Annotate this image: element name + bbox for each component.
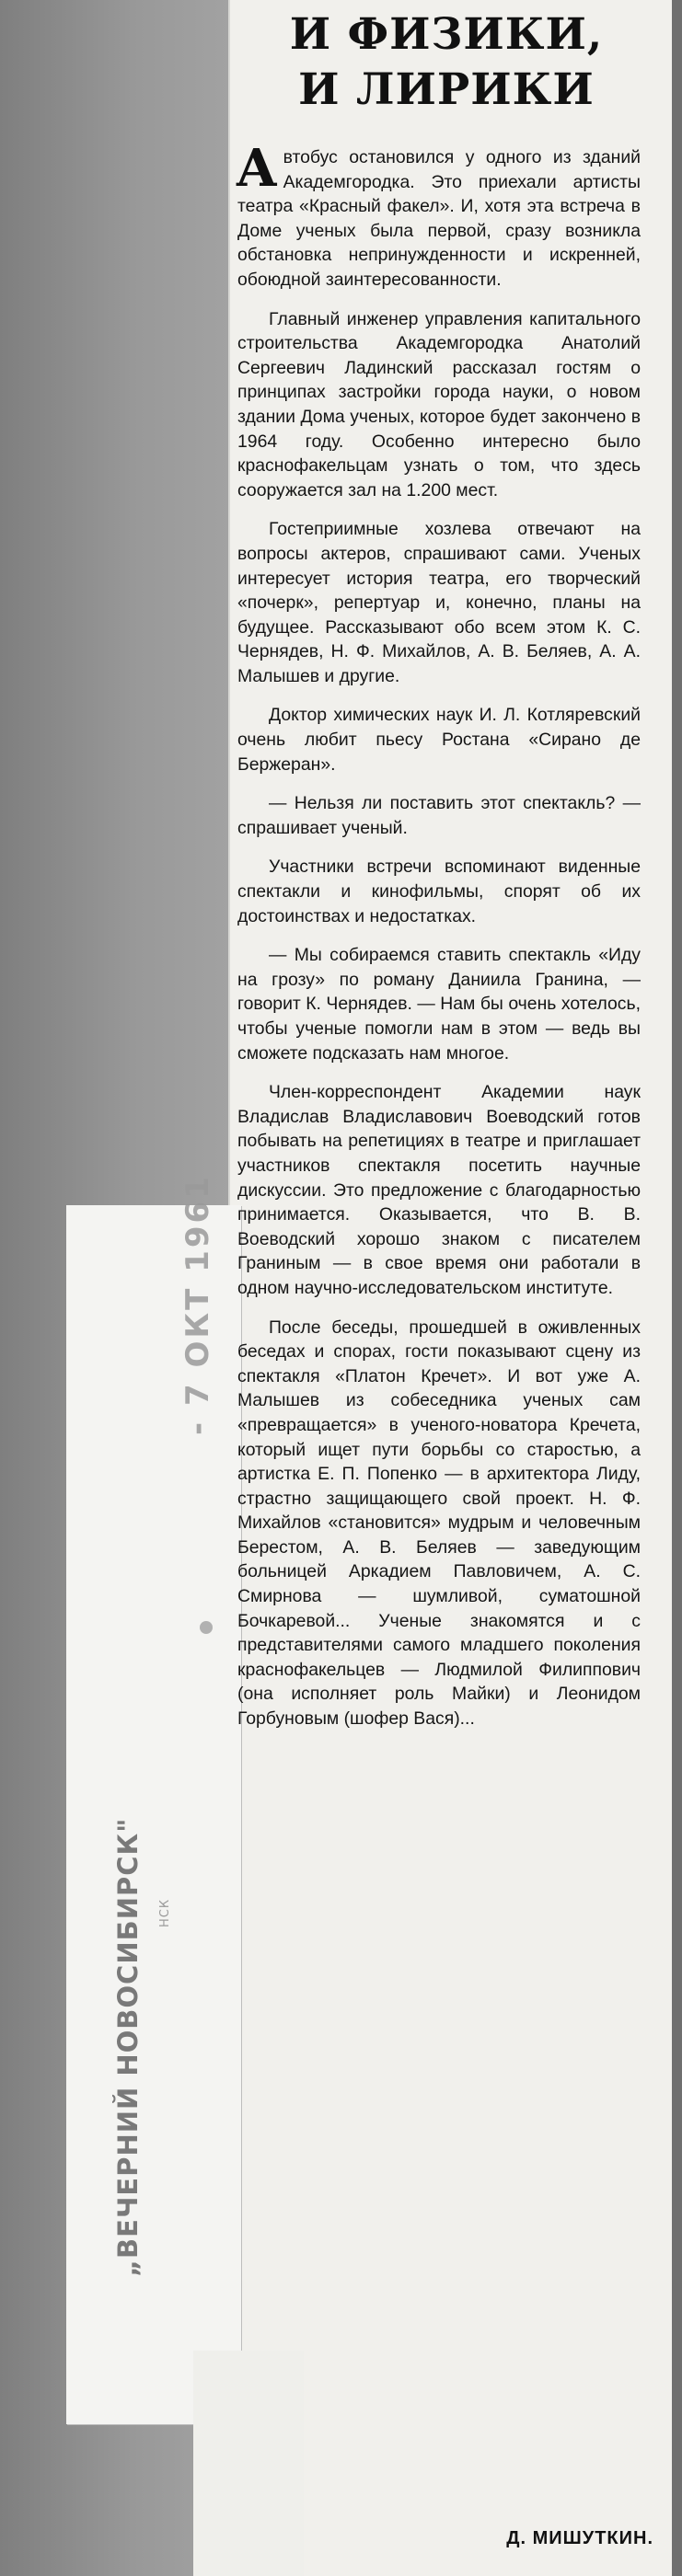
article-headline bbox=[230, 7, 663, 118]
author-signature: Д. МИШУТКИН. bbox=[506, 2528, 653, 2548]
newspaper-name-stamp: „ВЕЧЕРНИЙ НОВОСИБИРСК" bbox=[112, 1817, 144, 2277]
paragraph-4: Доктор химических наук И. Л. Котляревский очень любит пьесу Ростана «Сирано де Бержеран». bbox=[237, 705, 641, 775]
headline-line-2: И ЛИРИКИ bbox=[298, 64, 595, 115]
paragraph-7: — Мы собираемся ставить спектакль «Иду на грозу» по роману Даниила Гранина, — говорит К. Чернядев. — Нам бы очень хотелось, чтобы ученые помогли нам в этом — ведь вы сможете подсказать нам многое. bbox=[237, 945, 641, 1064]
scan-edge bbox=[672, 0, 682, 2576]
article-body bbox=[236, 138, 641, 1746]
paragraph-8: Член-корреспондент Академии наук Владислав Владиславович Воеводский готов побывать на репетициях в театре и приглашает участников спектакля посетить научные дискуссии. Это предложение с благодарностью принимается. Оказывается, что В. В. Воеводский хорошо знаком с писателем Граниным — в свое время они работали в одном научно-исследовательском институте. bbox=[237, 1082, 641, 1298]
paragraph-6: Участники встречи вспоминают виденные спектакли и кинофильмы, спорят об их достоинствах и недостатках. bbox=[237, 857, 641, 926]
paragraph-1: Автобус остановился у одного из зданий Академгородка. Это приехали артисты театра «Красный факел». И, хотя эта встреча в Доме ученых была первой, сразу возникла обстановка непринужденности и искренней, обоюдной заинтересованности. bbox=[236, 138, 641, 290]
paragraph-9: После беседы, прошедшей в оживленных беседах и спорах, гости показывают сцену из спектакля «Платон Кречет». И вот уже А. Малышев из собеседника ученых сам «превращается» в ученого-новатора Кречета, который ищет пути борьбы со старостью, а артистка Е. П. Попенко — в архитектора Лиду, страстно защищающего свой проект. Н. Ф. Михайлов «становится» мудрым и человечным Берестом, А. В. Беляев — заведующим больницей Аркадием Павловичем, А. С. Смирнова — шумливой, суматошной Бочкаревой... Ученые знакомятся и с представителями самого младшего поколения краснофакельцев — Людмилой Филиппович (она исполняет роль Майки) и Леонидом Горбуновым (шофер Вася)... bbox=[237, 1317, 641, 1730]
headline-line-1: И ФИЗИКИ, bbox=[289, 9, 604, 60]
paragraph-5: — Нельзя ли поставить этот спектакль? — спрашивает ученый. bbox=[237, 793, 641, 838]
ink-dot bbox=[200, 1621, 213, 1634]
city-stamp: НСК bbox=[158, 1898, 172, 1927]
paragraph-3: Гостеприимные хозлева отвечают на вопросы актеров, спрашивают сами. Ученых интересует история театра, его творческий «почерк», репертуар и, конечно, планы на будущее. Рассказывают обо всем этом К. С. Чернядев, Н. Ф. Михайлов, А. В. Беляев, А. А. Малышев и другие. bbox=[237, 519, 641, 686]
clipping-fragment bbox=[193, 2351, 304, 2576]
paragraph-2: Главный инженер управления капитального строительства Академгородка Анатолий Сергеевич Ладинский рассказал гостям о принципах застройки города науки, о новом здании Дома ученых, которое будет закончено в 1964 году. Особенно интересно было краснофакельцам узнать о том, что здесь сооружается зал на 1.200 мест. bbox=[237, 308, 641, 500]
date-stamp: - 7 ОКТ 1961 bbox=[179, 1174, 216, 1435]
